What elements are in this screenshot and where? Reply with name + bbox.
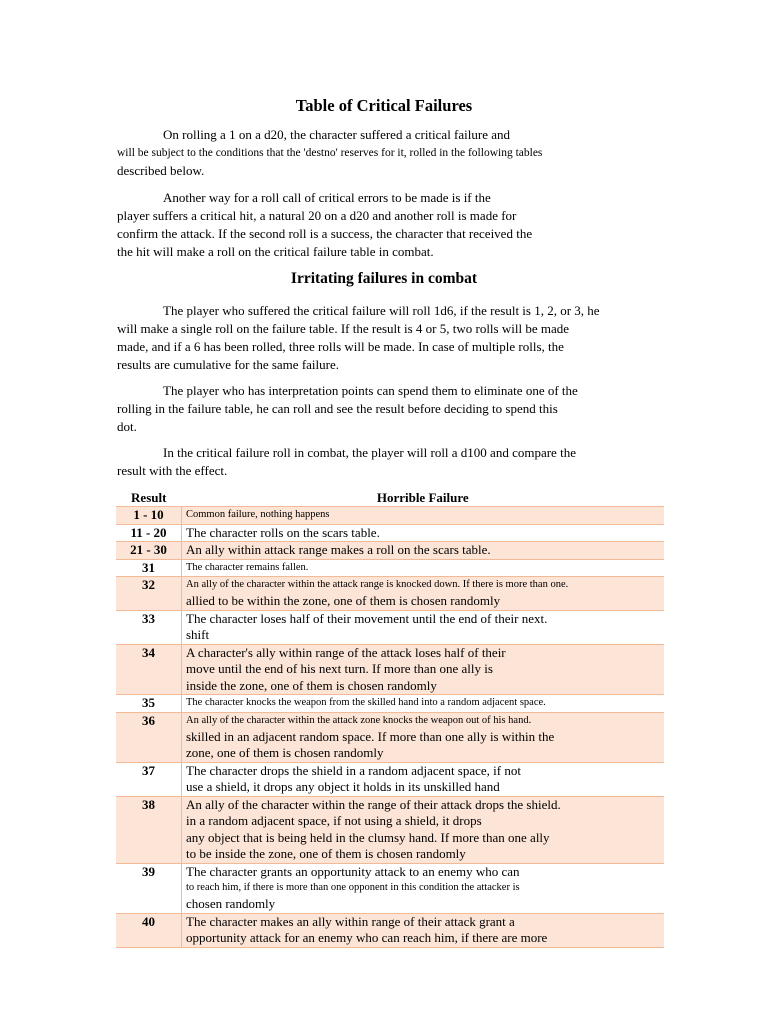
result-cell: 34: [116, 644, 182, 695]
table-row: [116, 762, 664, 796]
failure-cell: [182, 913, 665, 947]
result-cell: 21 - 30: [116, 542, 182, 560]
result-cell: 39: [116, 863, 182, 913]
table-row: [116, 796, 664, 863]
failure-cell: [182, 542, 665, 560]
failure-cell: [182, 762, 665, 796]
text-line: will be subject to the conditions that the 'destno' reserves for it, rolled in the following tables: [117, 147, 543, 159]
text-line: the hit will make a roll on the critical failure table in combat.: [117, 244, 434, 259]
failure-text-line: to reach him, if there is more than one opponent in this condition the attacker is: [186, 882, 520, 893]
text-line: made, and if a 6 has been rolled, three rolls will be made. In case of multiple rolls, the: [117, 339, 564, 354]
failure-text-line: An ally within attack range makes a roll on the scars table.: [186, 542, 491, 557]
failure-text-line: Common failure, nothing happens: [186, 509, 330, 520]
table-row: [116, 712, 664, 762]
failure-text-line: opportunity attack for an enemy who can reach him, if there are more: [186, 930, 548, 945]
failure-cell: [182, 524, 665, 542]
table-header-row: [116, 488, 664, 507]
table-row: [116, 863, 664, 913]
result-cell: 38: [116, 796, 182, 863]
text-line: described below.: [117, 163, 205, 178]
text-line: results are cumulative for the same failure.: [117, 357, 339, 372]
failure-cell: [182, 712, 665, 762]
table-row: [116, 507, 664, 525]
failure-cell: [182, 644, 665, 695]
failure-text-line: inside the zone, one of them is chosen randomly: [186, 677, 437, 693]
text-line: confirm the attack. If the second roll is a success, the character that received the: [117, 226, 533, 241]
failure-cell: [182, 507, 665, 525]
failure-cell: [182, 559, 665, 577]
failure-text-line: The character drops the shield in a random adjacent space, if not: [186, 762, 521, 778]
column-header-result: Result: [131, 489, 167, 505]
result-cell: 36: [116, 712, 182, 762]
text-line: will make a single roll on the failure table. If the result is 4 or 5, two rolls will be made: [117, 321, 569, 336]
result-cell: 37: [116, 762, 182, 796]
table-row: [116, 524, 664, 542]
result-cell: 11 - 20: [116, 524, 182, 542]
result-cell: 31: [116, 559, 182, 577]
failure-text-line: The character remains fallen.: [186, 561, 309, 573]
text-line: On rolling a 1 on a d20, the character suffered a critical failure and: [163, 127, 510, 142]
result-cell: 40: [116, 913, 182, 947]
text-line: rolling in the failure table, he can roll and see the result before deciding to spend this: [117, 401, 558, 416]
text-line: player suffers a critical hit, a natural 20 on a d20 and another roll is made for: [117, 208, 517, 223]
failure-text-line: The character knocks the weapon from the skilled hand into a random adjacent space.: [186, 697, 546, 708]
failure-text-line: An ally of the character within the attack range is knocked down. If there is more than one.: [186, 579, 569, 590]
table-row: [116, 577, 664, 611]
text-line: dot.: [117, 419, 137, 434]
failure-text-line: zone, one of them is chosen randomly: [186, 745, 384, 760]
failure-text-line: allied to be within the zone, one of them is chosen randomly: [186, 593, 501, 608]
failure-text-line: The character makes an ally within range of their attack grant a: [186, 913, 515, 929]
failure-cell: [182, 796, 665, 863]
text-line: The player who has interpretation points can spend them to eliminate one of the: [163, 383, 578, 398]
failure-text-line: in a random adjacent space, if not using a shield, it drops: [186, 813, 482, 828]
failure-cell: [182, 695, 665, 713]
result-cell: 33: [116, 610, 182, 644]
failure-text-line: The character grants an opportunity attack to an enemy who can: [186, 863, 520, 879]
table-row: [116, 610, 664, 644]
table-row: [116, 542, 664, 560]
failure-text-line: any object that is being held in the clumsy hand. If more than one ally: [186, 829, 550, 845]
result-cell: 1 - 10: [116, 507, 182, 525]
failure-text-line: The character loses half of their movement until the end of their next.: [186, 610, 548, 626]
text-line: result with the effect.: [117, 463, 228, 478]
failure-text-line: shift: [186, 627, 210, 642]
text-line: The player who suffered the critical failure will roll 1d6, if the result is 1, 2, or 3, he: [163, 303, 600, 318]
table-row: [116, 913, 664, 947]
failure-text-line: use a shield, it drops any object it holds in its unskilled hand: [186, 779, 500, 794]
result-cell: 35: [116, 695, 182, 713]
failure-text-line: An ally of the character within the range of their attack drops the shield.: [186, 796, 561, 812]
text-line: Another way for a roll call of critical errors to be made is if the: [163, 190, 491, 205]
failure-cell: [182, 577, 665, 611]
text-line: In the critical failure roll in combat, the player will roll a d100 and compare the: [163, 445, 576, 460]
failure-cell: [182, 610, 665, 644]
failure-text-line: A character's ally within range of the attack loses half of their: [186, 644, 506, 660]
table-row: [116, 695, 664, 713]
table-row: [116, 644, 664, 695]
failure-text-line: An ally of the character within the attack zone knocks the weapon out of his hand.: [186, 714, 532, 726]
failure-text-line: chosen randomly: [186, 896, 276, 911]
failure-text-line: move until the end of his next turn. If more than one ally is: [186, 661, 493, 676]
failure-table: [116, 488, 664, 948]
failure-text-line: The character rolls on the scars table.: [186, 524, 380, 540]
table-row: [116, 559, 664, 577]
failure-table-body: [116, 507, 664, 948]
page-title: Table of Critical Failures: [295, 96, 473, 115]
section-heading: Irritating failures in combat: [290, 270, 478, 287]
failure-cell: [182, 863, 665, 913]
failure-text-line: to be inside the zone, one of them is chosen randomly: [186, 846, 466, 861]
failure-text-line: skilled in an adjacent random space. If more than one ally is within the: [186, 728, 555, 744]
column-header-failure: Horrible Failure: [376, 489, 469, 505]
result-cell: 32: [116, 577, 182, 611]
